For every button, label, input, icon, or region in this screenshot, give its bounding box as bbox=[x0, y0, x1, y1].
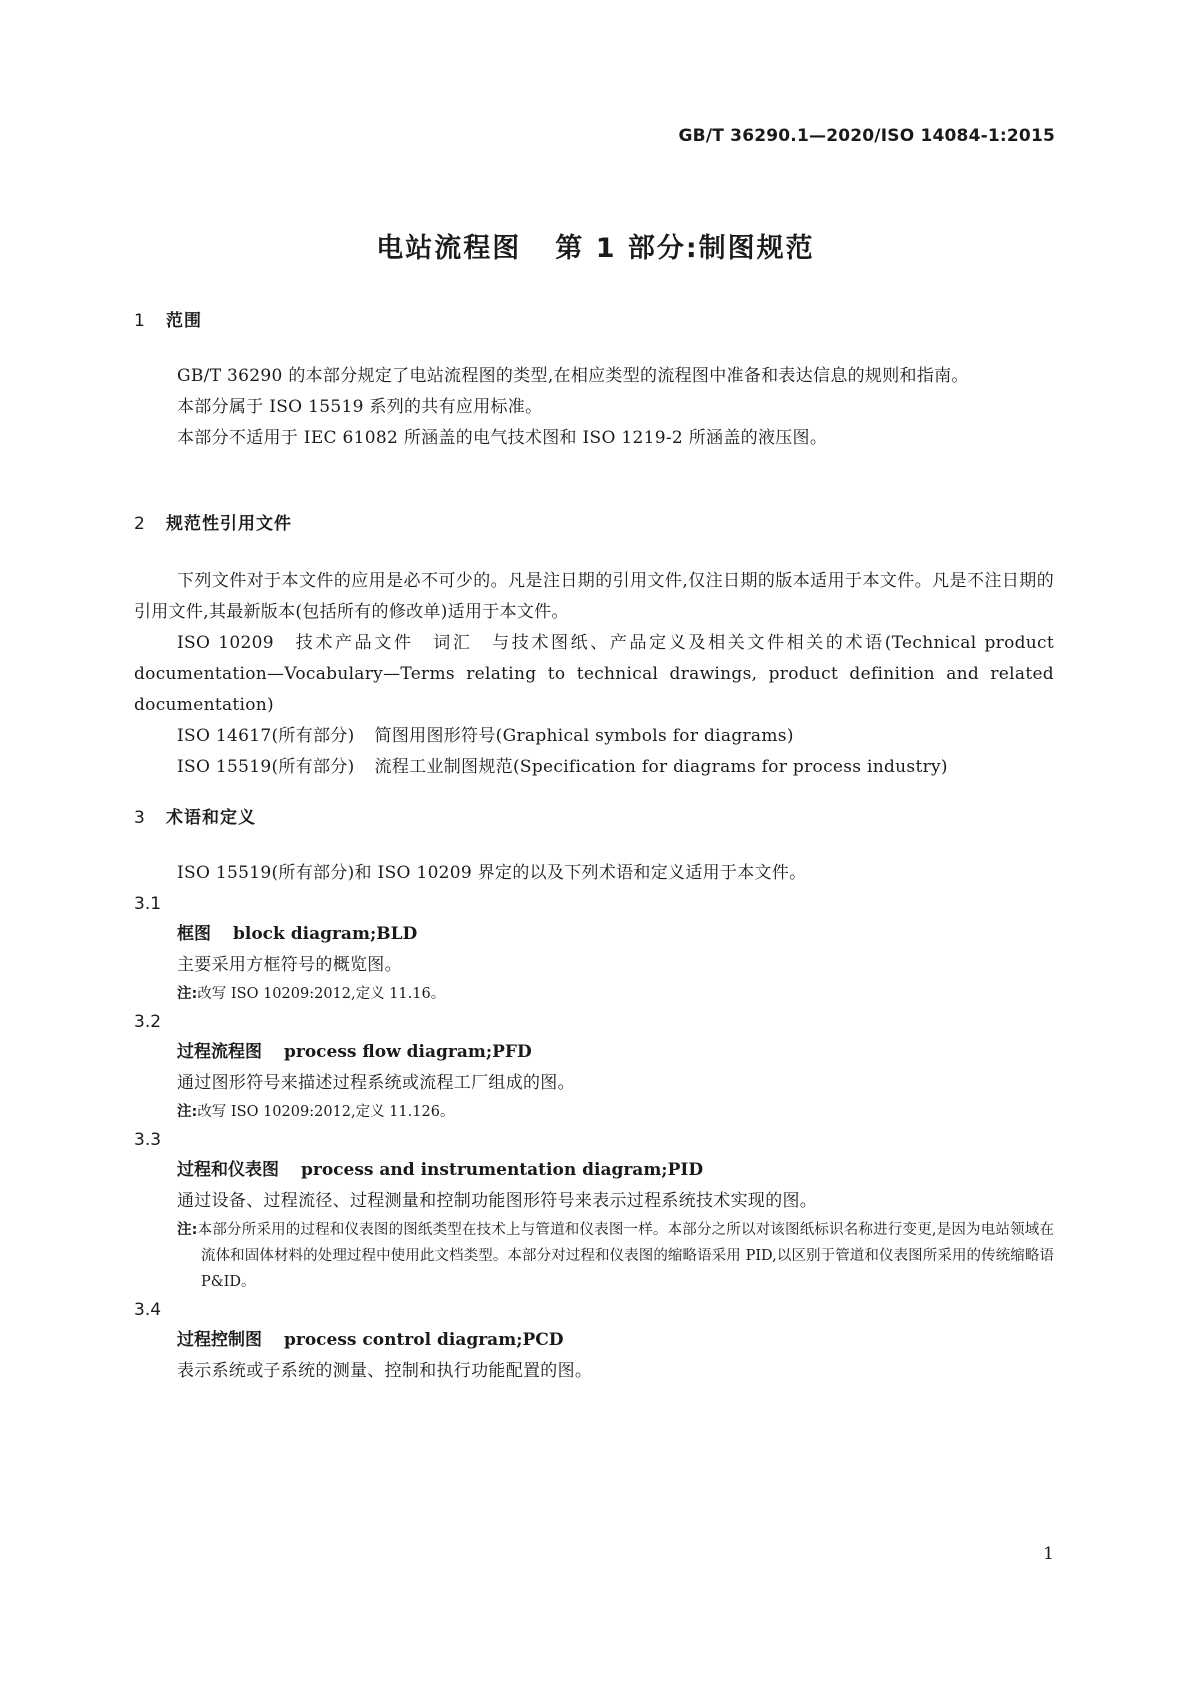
reference-code: ISO 14617(所有部分) bbox=[177, 726, 355, 746]
note-label: 注: bbox=[177, 1222, 198, 1238]
term-en: process flow diagram;PFD bbox=[284, 1042, 532, 1062]
section-number: 3 bbox=[134, 808, 146, 828]
page-title bbox=[0, 226, 1191, 265]
title-part1: 电站流程图 bbox=[376, 233, 522, 264]
reference-item bbox=[134, 752, 1054, 783]
term-heading bbox=[134, 1325, 1054, 1356]
section-title: 范围 bbox=[166, 311, 202, 331]
paragraph: 本部分不适用于 IEC 61082 所涵盖的电气技术图和 ISO 1219-2 所涵盖的液压图。 bbox=[177, 428, 828, 448]
section-number: 2 bbox=[134, 514, 146, 534]
note-text: 改写 ISO 10209:2012,定义 11.16。 bbox=[197, 986, 446, 1002]
term-definition: 通过图形符号来描述过程系统或流程工厂组成的图。 bbox=[177, 1073, 575, 1093]
term-number: 3.2 bbox=[134, 1012, 162, 1032]
note-label: 注: bbox=[177, 1104, 198, 1120]
term-note bbox=[134, 1099, 1054, 1125]
term-zh: 框图 bbox=[177, 924, 211, 944]
reference-code: ISO 15519(所有部分) bbox=[177, 757, 355, 777]
reference-item bbox=[134, 721, 1054, 752]
section-1-heading bbox=[134, 306, 1054, 331]
term-heading bbox=[134, 1037, 1054, 1068]
term-number: 3.3 bbox=[134, 1130, 162, 1150]
note-text: 改写 ISO 10209:2012,定义 11.126。 bbox=[197, 1104, 455, 1120]
term-en: process and instrumentation diagram;PID bbox=[301, 1160, 704, 1180]
paragraph: 本部分属于 ISO 15519 系列的共有应用标准。 bbox=[177, 397, 543, 417]
term-note bbox=[134, 981, 1054, 1007]
reference-title: 简图用图形符号(Graphical symbols for diagrams) bbox=[374, 726, 794, 746]
term-definition: 主要采用方框符号的概览图。 bbox=[177, 955, 402, 975]
standard-code: GB/T 36290.1—2020/ISO 14084-1:2015 bbox=[678, 126, 1055, 146]
section-3-body bbox=[134, 858, 1054, 1387]
reference-item: ISO 10209 技术产品文件 词汇 与技术图纸、产品定义及相关文件相关的术语(Technical product documentation—Vocabulary—Terms relating to technical drawings, product definition and related documentation) bbox=[134, 633, 1054, 715]
term-zh: 过程控制图 bbox=[177, 1330, 262, 1350]
section-number: 1 bbox=[134, 311, 146, 331]
term-number: 3.1 bbox=[134, 894, 162, 914]
section-1-body bbox=[134, 361, 1054, 454]
term-definition: 表示系统或子系统的测量、控制和执行功能配置的图。 bbox=[177, 1361, 593, 1381]
term-note bbox=[134, 1217, 1054, 1295]
section-title: 术语和定义 bbox=[166, 808, 256, 828]
term-en: process control diagram;PCD bbox=[284, 1330, 564, 1350]
term-en: block diagram;BLD bbox=[233, 924, 418, 944]
term-heading bbox=[134, 919, 1054, 950]
paragraph: GB/T 36290 的本部分规定了电站流程图的类型,在相应类型的流程图中准备和表达信息的规则和指南。 bbox=[177, 366, 969, 386]
title-part2: 第 1 部分:制图规范 bbox=[555, 233, 815, 264]
note-text: 本部分所采用的过程和仪表图的图纸类型在技术上与管道和仪表图一样。本部分之所以对该图纸标识名称进行变更,是因为电站领域在流体和固体材料的处理过程中使用此文档类型。本部分对过程和仪表图的缩略语采用 PID,以区别于管道和仪表图所采用的传统缩略语 P&ID。 bbox=[197, 1222, 1054, 1290]
term-heading bbox=[134, 1155, 1054, 1186]
page-number: 1 bbox=[1043, 1544, 1054, 1564]
section-2-body bbox=[134, 566, 1054, 783]
term-number: 3.4 bbox=[134, 1300, 162, 1320]
section-2-heading bbox=[134, 509, 1054, 534]
term-zh: 过程流程图 bbox=[177, 1042, 262, 1062]
paragraph: 下列文件对于本文件的应用是必不可少的。凡是注日期的引用文件,仅注日期的版本适用于本文件。凡是不注日期的引用文件,其最新版本(包括所有的修改单)适用于本文件。 bbox=[134, 571, 1054, 622]
reference-title: 流程工业制图规范(Specification for diagrams for process industry) bbox=[374, 757, 948, 777]
section-title: 规范性引用文件 bbox=[166, 514, 292, 534]
term-definition: 通过设备、过程流径、过程测量和控制功能图形符号来表示过程系统技术实现的图。 bbox=[177, 1191, 818, 1211]
paragraph: ISO 15519(所有部分)和 ISO 10209 界定的以及下列术语和定义适用于本文件。 bbox=[177, 863, 807, 883]
section-3-heading bbox=[134, 803, 1054, 828]
term-zh: 过程和仪表图 bbox=[177, 1160, 279, 1180]
note-label: 注: bbox=[177, 986, 198, 1002]
